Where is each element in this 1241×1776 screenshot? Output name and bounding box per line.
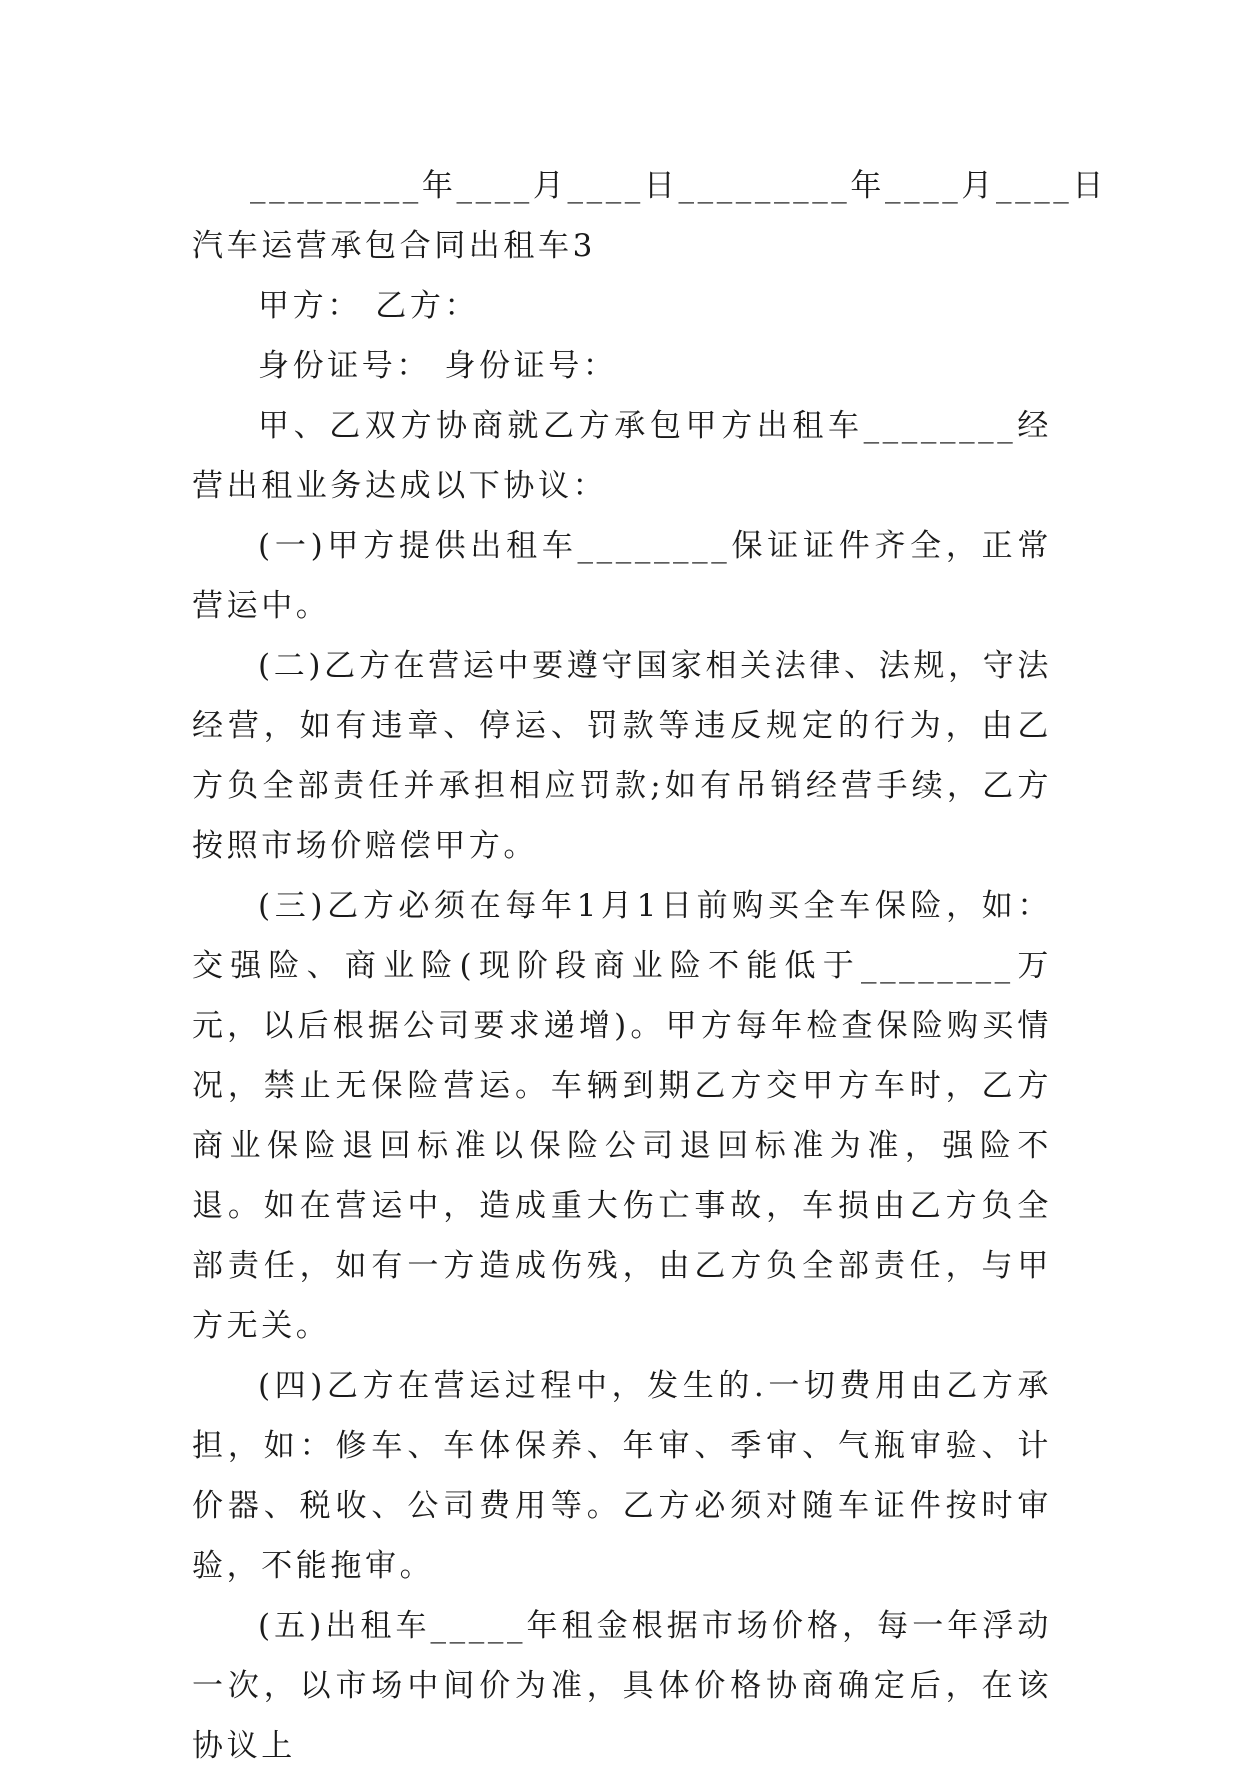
clause-1: (一)甲方提供出租车________保证证件齐全，正常营运中。 bbox=[192, 528, 1052, 624]
clause-4: (四)乙方在营运过程中，发生的.一切费用由乙方承担，如：修车、车体保养、年审、季审、气瓶审验、计价器、税收、公司费用等。乙方必须对随车证件按时审验，不能拖审。 bbox=[192, 1368, 1052, 1584]
document-title: 汽车运营承包合同出租车3 bbox=[192, 228, 596, 264]
date-line: _________年____月____日_________年____月____日 bbox=[250, 168, 1107, 204]
id-number-line: 身份证号： 身份证号： bbox=[258, 348, 618, 384]
clause-5: (五)出租车_____年租金根据市场价格，每一年浮动一次，以市场中间价为准，具体价格协商确定后，在该协议上 bbox=[192, 1608, 1052, 1764]
intro-paragraph: 甲、乙双方协商就乙方承包甲方出租车________经营出租业务达成以下协议： bbox=[192, 408, 1052, 504]
clause-3: (三)乙方必须在每年1月1日前购买全车保险，如：交强险、商业险(现阶段商业险不能低于________万元，以后根据公司要求递增)。甲方每年检查保险购买情况，禁止无保险营运。车辆到期乙方交甲方车时，乙方商业保险退回标准以保险公司退回标准为准，强险不退。如在营运中，造成重大伤亡事故，车损由乙方负全部责任，如有一方造成伤残，由乙方负全部责任，与甲方无关。 bbox=[192, 888, 1052, 1344]
party-line: 甲方： 乙方： bbox=[258, 288, 480, 324]
document-page bbox=[192, 156, 1107, 1776]
clause-2: (二)乙方在营运中要遵守国家相关法律、法规，守法经营，如有违章、停运、罚款等违反规定的行为，由乙方负全部责任并承担相应罚款;如有吊销经营手续，乙方按照市场价赔偿甲方。 bbox=[192, 648, 1052, 864]
